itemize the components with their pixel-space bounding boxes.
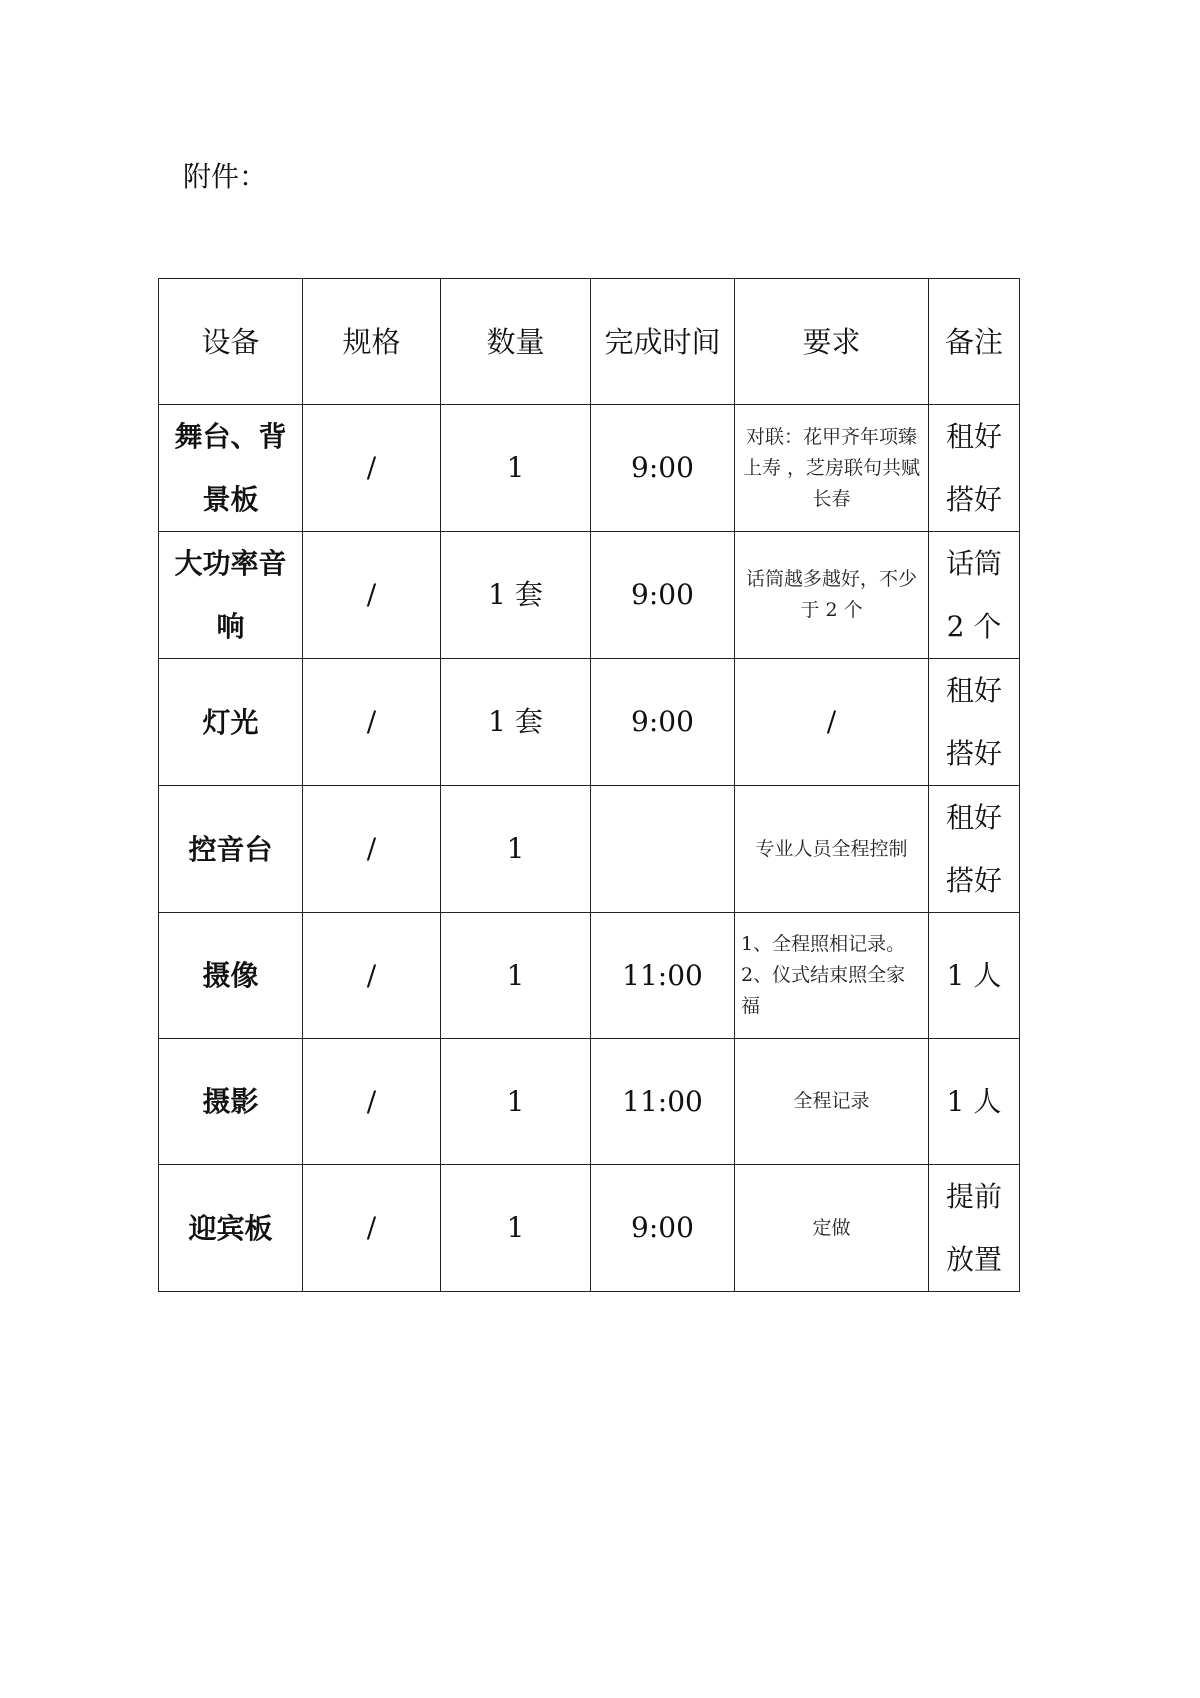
- time-cell: 11:00: [591, 1039, 735, 1165]
- table-row: [159, 405, 1020, 532]
- requirement-cell: 定做: [735, 1165, 929, 1292]
- device-cell: 摄像: [159, 913, 303, 1039]
- time-cell: [591, 786, 735, 913]
- time-cell: 11:00: [591, 913, 735, 1039]
- requirement-cell: 全程记录: [735, 1039, 929, 1165]
- note-cell: 1 人: [929, 913, 1020, 1039]
- spec-cell: /: [303, 659, 441, 786]
- table-row: [159, 786, 1020, 913]
- time-cell: 9:00: [591, 659, 735, 786]
- table-row: [159, 659, 1020, 786]
- requirement-cell: 话筒越多越好，不少于 2 个: [735, 532, 929, 659]
- requirement-line: 2、仪式结束照全家福: [741, 964, 906, 1017]
- quantity-cell: 1: [441, 913, 591, 1039]
- quantity-cell: 1: [441, 786, 591, 913]
- requirement-cell: 对联：花甲齐年项臻上寿 ，芝房联句共赋长春: [735, 405, 929, 532]
- header-note: 备注: [929, 279, 1020, 405]
- spec-cell: /: [303, 532, 441, 659]
- requirement-cell: 专业人员全程控制: [735, 786, 929, 913]
- header-time: 完成时间: [591, 279, 735, 405]
- table-row: [159, 913, 1020, 1039]
- spec-cell: /: [303, 1039, 441, 1165]
- header-requirement: 要求: [735, 279, 929, 405]
- header-quantity: 数量: [441, 279, 591, 405]
- table-row: [159, 532, 1020, 659]
- header-spec: 规格: [303, 279, 441, 405]
- time-cell: 9:00: [591, 532, 735, 659]
- spec-cell: /: [303, 405, 441, 532]
- quantity-cell: 1 套: [441, 659, 591, 786]
- device-cell: 大功率音响: [159, 532, 303, 659]
- note-cell: 1 人: [929, 1039, 1020, 1165]
- quantity-cell: 1: [441, 1039, 591, 1165]
- table-row: [159, 1039, 1020, 1165]
- attachment-heading: 附件：: [183, 160, 268, 193]
- requirement-cell: /: [735, 659, 929, 786]
- note-cell: 租好搭好: [929, 405, 1020, 532]
- quantity-cell: 1 套: [441, 532, 591, 659]
- note-cell: 租好搭好: [929, 659, 1020, 786]
- note-cell: 租好搭好: [929, 786, 1020, 913]
- quantity-cell: 1: [441, 405, 591, 532]
- header-device: 设备: [159, 279, 303, 405]
- note-cell: 话筒 2 个: [929, 532, 1020, 659]
- spec-cell: /: [303, 1165, 441, 1292]
- device-cell: 灯光: [159, 659, 303, 786]
- device-cell: 舞台、背景板: [159, 405, 303, 532]
- time-cell: 9:00: [591, 1165, 735, 1292]
- time-cell: 9:00: [591, 405, 735, 532]
- device-cell: 控音台: [159, 786, 303, 913]
- requirement-cell: [735, 913, 929, 1039]
- spec-cell: /: [303, 913, 441, 1039]
- note-cell: 提前放置: [929, 1165, 1020, 1292]
- device-cell: 摄影: [159, 1039, 303, 1165]
- equipment-table: [158, 278, 1020, 1292]
- spec-cell: /: [303, 786, 441, 913]
- quantity-cell: 1: [441, 1165, 591, 1292]
- table-header-row: [159, 279, 1020, 405]
- table-row: [159, 1165, 1020, 1292]
- device-cell: 迎宾板: [159, 1165, 303, 1292]
- requirement-line: 1、全程照相记录。: [741, 933, 906, 955]
